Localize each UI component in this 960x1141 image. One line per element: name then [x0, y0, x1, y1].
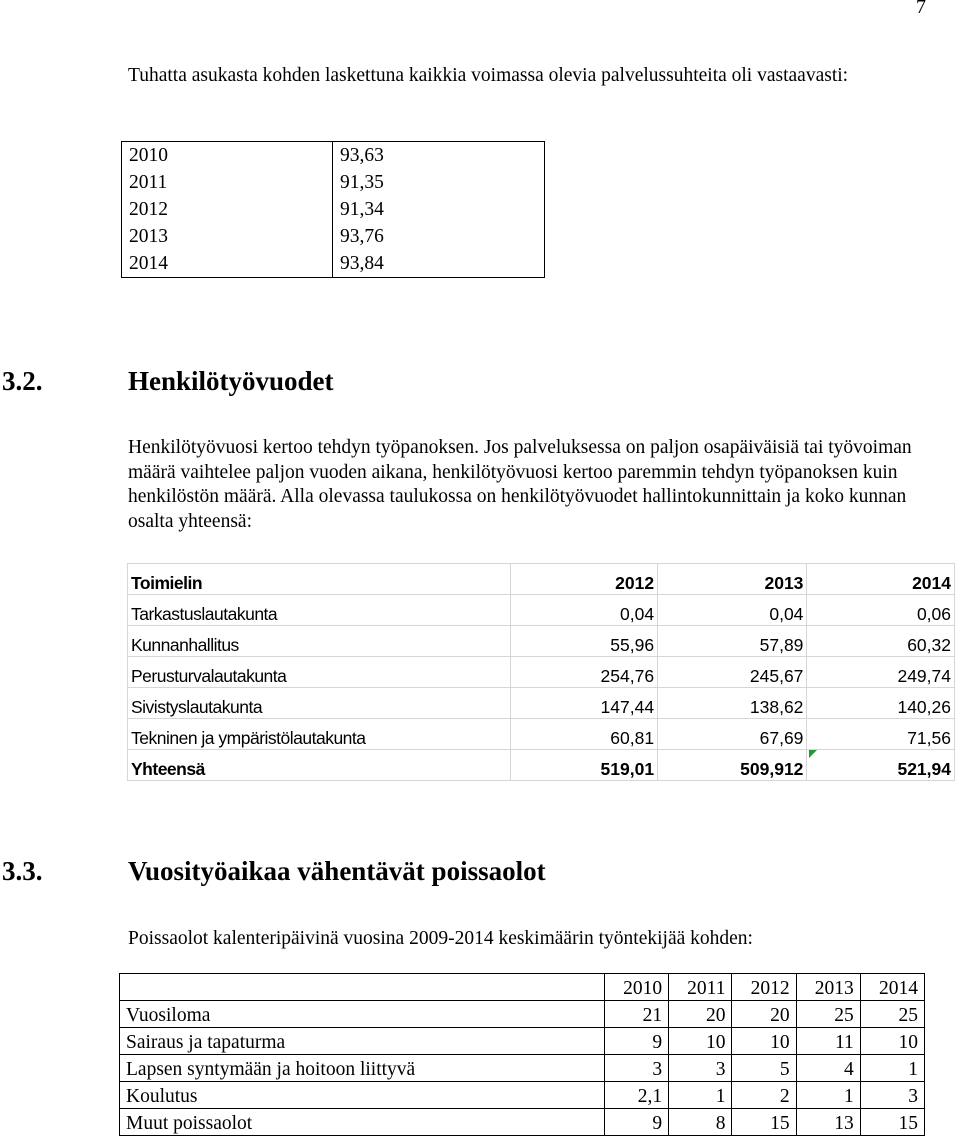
- htv-table: [127, 563, 955, 781]
- year-cell: 2013: [122, 223, 333, 250]
- value-cell: 3: [669, 1055, 732, 1082]
- value-cell: 13: [796, 1109, 860, 1136]
- table-header-row: [120, 974, 925, 1001]
- header-year-cell: 2013: [796, 974, 860, 1001]
- section-heading-3-2: [2, 366, 334, 397]
- value-cell: 138,62: [658, 688, 807, 719]
- value-cell: 25: [796, 1001, 860, 1028]
- table-header-row: [128, 564, 955, 595]
- value-cell: 10: [732, 1028, 796, 1055]
- value-cell: 15: [732, 1109, 796, 1136]
- total-value-cell: 521,94: [807, 750, 955, 781]
- table-row: [128, 595, 955, 626]
- table-row: [120, 1055, 925, 1082]
- value-cell: 0,06: [807, 595, 955, 626]
- value-cell: 93,84: [340, 253, 384, 274]
- value-cell: 20: [732, 1001, 796, 1028]
- row-label-cell: Koulutus: [120, 1082, 605, 1109]
- row-label-cell: Muut poissaolot: [120, 1109, 605, 1136]
- value-cell: 60,81: [510, 719, 658, 750]
- header-year-cell: 2012: [510, 564, 658, 595]
- table-row: [122, 223, 545, 250]
- row-label-cell: Tarkastuslautakunta: [128, 595, 511, 626]
- value-cell: 9: [605, 1028, 669, 1055]
- value-cell: 245,67: [658, 657, 807, 688]
- value-cell: 15: [860, 1109, 924, 1136]
- row-label-cell: Kunnanhallitus: [128, 626, 511, 657]
- value-cell: 249,74: [807, 657, 955, 688]
- value-cell: 4: [796, 1055, 860, 1082]
- value-cell: 91,35: [340, 172, 384, 193]
- header-year-cell: 2013: [658, 564, 807, 595]
- header-year-cell: 2014: [807, 564, 955, 595]
- section-paragraph-3-3: Poissaolot kalenteripäivinä vuosina 2009-2014 keskimäärin työntekijää kohden:: [128, 928, 753, 949]
- value-cell: 2,1: [605, 1082, 669, 1109]
- value-cell: 57,89: [658, 626, 807, 657]
- intro-paragraph: Tuhatta asukasta kohden laskettuna kaikkia voimassa olevia palvelussuhteita oli vastaavasti:: [128, 65, 849, 86]
- row-label-cell: Tekninen ja ympäristölautakunta: [128, 719, 511, 750]
- value-cell: 9: [605, 1109, 669, 1136]
- table-row: [122, 250, 545, 278]
- header-year-cell: 2011: [669, 974, 732, 1001]
- header-empty-cell: [120, 974, 605, 1001]
- row-label-cell: Perusturvalautakunta: [128, 657, 511, 688]
- value-cell: 21: [605, 1001, 669, 1028]
- comment-flag-icon: [809, 750, 817, 758]
- header-year-cell: 2014: [860, 974, 924, 1001]
- total-row: [128, 750, 955, 781]
- value-cell: 3: [605, 1055, 669, 1082]
- value-cell: 55,96: [510, 626, 658, 657]
- table-row: [120, 1028, 925, 1055]
- total-value-cell: 509,912: [658, 750, 807, 781]
- header-year-cell: 2010: [605, 974, 669, 1001]
- value-cell: 0,04: [658, 595, 807, 626]
- total-value-cell: 519,01: [510, 750, 658, 781]
- table-row: [122, 169, 545, 196]
- table-row: [120, 1082, 925, 1109]
- value-cell: 93,63: [340, 145, 384, 166]
- value-cell: 147,44: [510, 688, 658, 719]
- value-cell: 71,56: [807, 719, 955, 750]
- header-label-cell: Toimielin: [128, 564, 511, 595]
- value-cell: 5: [732, 1055, 796, 1082]
- section-title: Vuosityöaikaa vähentävät poissaolot: [128, 856, 546, 886]
- value-cell: 1: [669, 1082, 732, 1109]
- table-row: [120, 1001, 925, 1028]
- total-label-cell: Yhteensä: [128, 750, 511, 781]
- value-cell: 11: [796, 1028, 860, 1055]
- value-cell: 93,76: [340, 226, 384, 247]
- section-paragraph-3-2: Henkilötyövuosi kertoo tehdyn työpanoksen. Jos palveluksessa on paljon osapäiväisiä tai työvoiman määrä vaihtelee paljon vuoden aikana, henkilötyövuosi kertoo paremmin tehdyn työpanoksen kuin henkilöstön määrä. Alla olevassa taulukossa on henkilötyövuodet hallintokunnittain ja koko kunnan osalta yhteensä:: [128, 437, 912, 532]
- table-row: [120, 1109, 925, 1136]
- section-number: 3.2.: [2, 366, 43, 396]
- row-label-cell: Vuosiloma: [120, 1001, 605, 1028]
- page-number: 7: [916, 0, 926, 18]
- value-cell: 8: [669, 1109, 732, 1136]
- value-cell: 0,04: [510, 595, 658, 626]
- value-cell: 91,34: [340, 199, 384, 220]
- value-cell: 25: [860, 1001, 924, 1028]
- table-row: [128, 688, 955, 719]
- section-number: 3.3.: [2, 856, 43, 886]
- table-row: [128, 626, 955, 657]
- value-cell: 20: [669, 1001, 732, 1028]
- value-cell: 1: [860, 1055, 924, 1082]
- table-row: [122, 196, 545, 223]
- year-cell: 2012: [122, 196, 333, 223]
- value-cell: 10: [860, 1028, 924, 1055]
- value-cell: 2: [732, 1082, 796, 1109]
- table-row: [122, 142, 545, 170]
- section-title: Henkilötyövuodet: [128, 366, 334, 396]
- value-cell: 10: [669, 1028, 732, 1055]
- header-year-cell: 2012: [732, 974, 796, 1001]
- value-cell: 1: [796, 1082, 860, 1109]
- year-cell: 2011: [122, 169, 333, 196]
- value-cell: 60,32: [807, 626, 955, 657]
- value-cell: 254,76: [510, 657, 658, 688]
- section-heading-3-3: [2, 856, 546, 887]
- table-row: [128, 719, 955, 750]
- value-cell: 67,69: [658, 719, 807, 750]
- absence-table: [119, 973, 925, 1136]
- ratio-table: [121, 141, 545, 278]
- value-cell: 140,26: [807, 688, 955, 719]
- value-cell: 3: [860, 1082, 924, 1109]
- year-cell: 2014: [122, 250, 333, 278]
- row-label-cell: Sivistyslautakunta: [128, 688, 511, 719]
- row-label-cell: Sairaus ja tapaturma: [120, 1028, 605, 1055]
- row-label-cell: Lapsen syntymään ja hoitoon liittyvä: [120, 1055, 605, 1082]
- year-cell: 2010: [122, 142, 333, 170]
- table-row: [128, 657, 955, 688]
